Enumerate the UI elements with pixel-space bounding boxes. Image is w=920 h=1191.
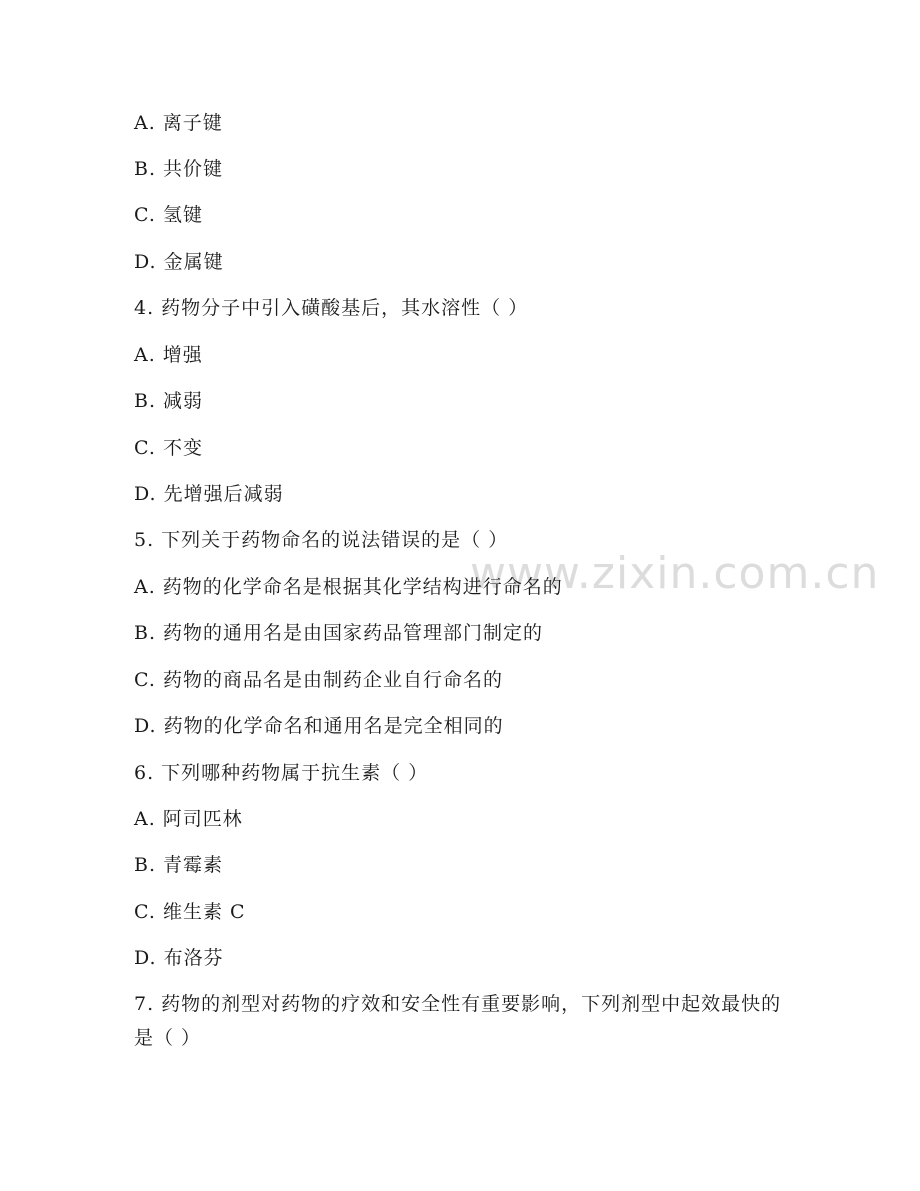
option-6a: A. 阿司匹林 xyxy=(134,808,243,830)
option-5a: A. 药物的化学命名是根据其化学结构进行命名的 xyxy=(134,576,563,598)
question-5: 5. 下列关于药物命名的说法错误的是（ ） xyxy=(134,529,509,551)
option-6d: D. 布洛芬 xyxy=(134,947,224,969)
option-5c: C. 药物的商品名是由制药企业自行命名的 xyxy=(134,669,503,691)
option-5b: B. 药物的通用名是由国家药品管理部门制定的 xyxy=(134,622,544,644)
question-4: 4. 药物分子中引入磺酸基后，其水溶性（ ） xyxy=(134,297,529,319)
option-6c: C. 维生素 C xyxy=(134,901,246,923)
option-5d: D. 药物的化学命名和通用名是完全相同的 xyxy=(134,715,504,737)
option-6b: B. 青霉素 xyxy=(134,854,224,876)
option-4b: B. 减弱 xyxy=(134,390,204,412)
option-3b: B. 共价键 xyxy=(134,158,224,180)
option-4d: D. 先增强后减弱 xyxy=(134,483,284,505)
option-3a: A. 离子键 xyxy=(134,112,223,134)
question-7: 7. 药物的剂型对药物的疗效和安全性有重要影响，下列剂型中起效最快的是（ ） xyxy=(134,993,782,1049)
watermark: www.zixin.com.cn xyxy=(470,548,880,599)
option-4a: A. 增强 xyxy=(134,344,203,366)
option-3d: D. 金属键 xyxy=(134,251,224,273)
option-3c: C. 氢键 xyxy=(134,204,203,226)
question-6: 6. 下列哪种药物属于抗生素（ ） xyxy=(134,762,429,784)
option-4c: C. 不变 xyxy=(134,437,203,459)
